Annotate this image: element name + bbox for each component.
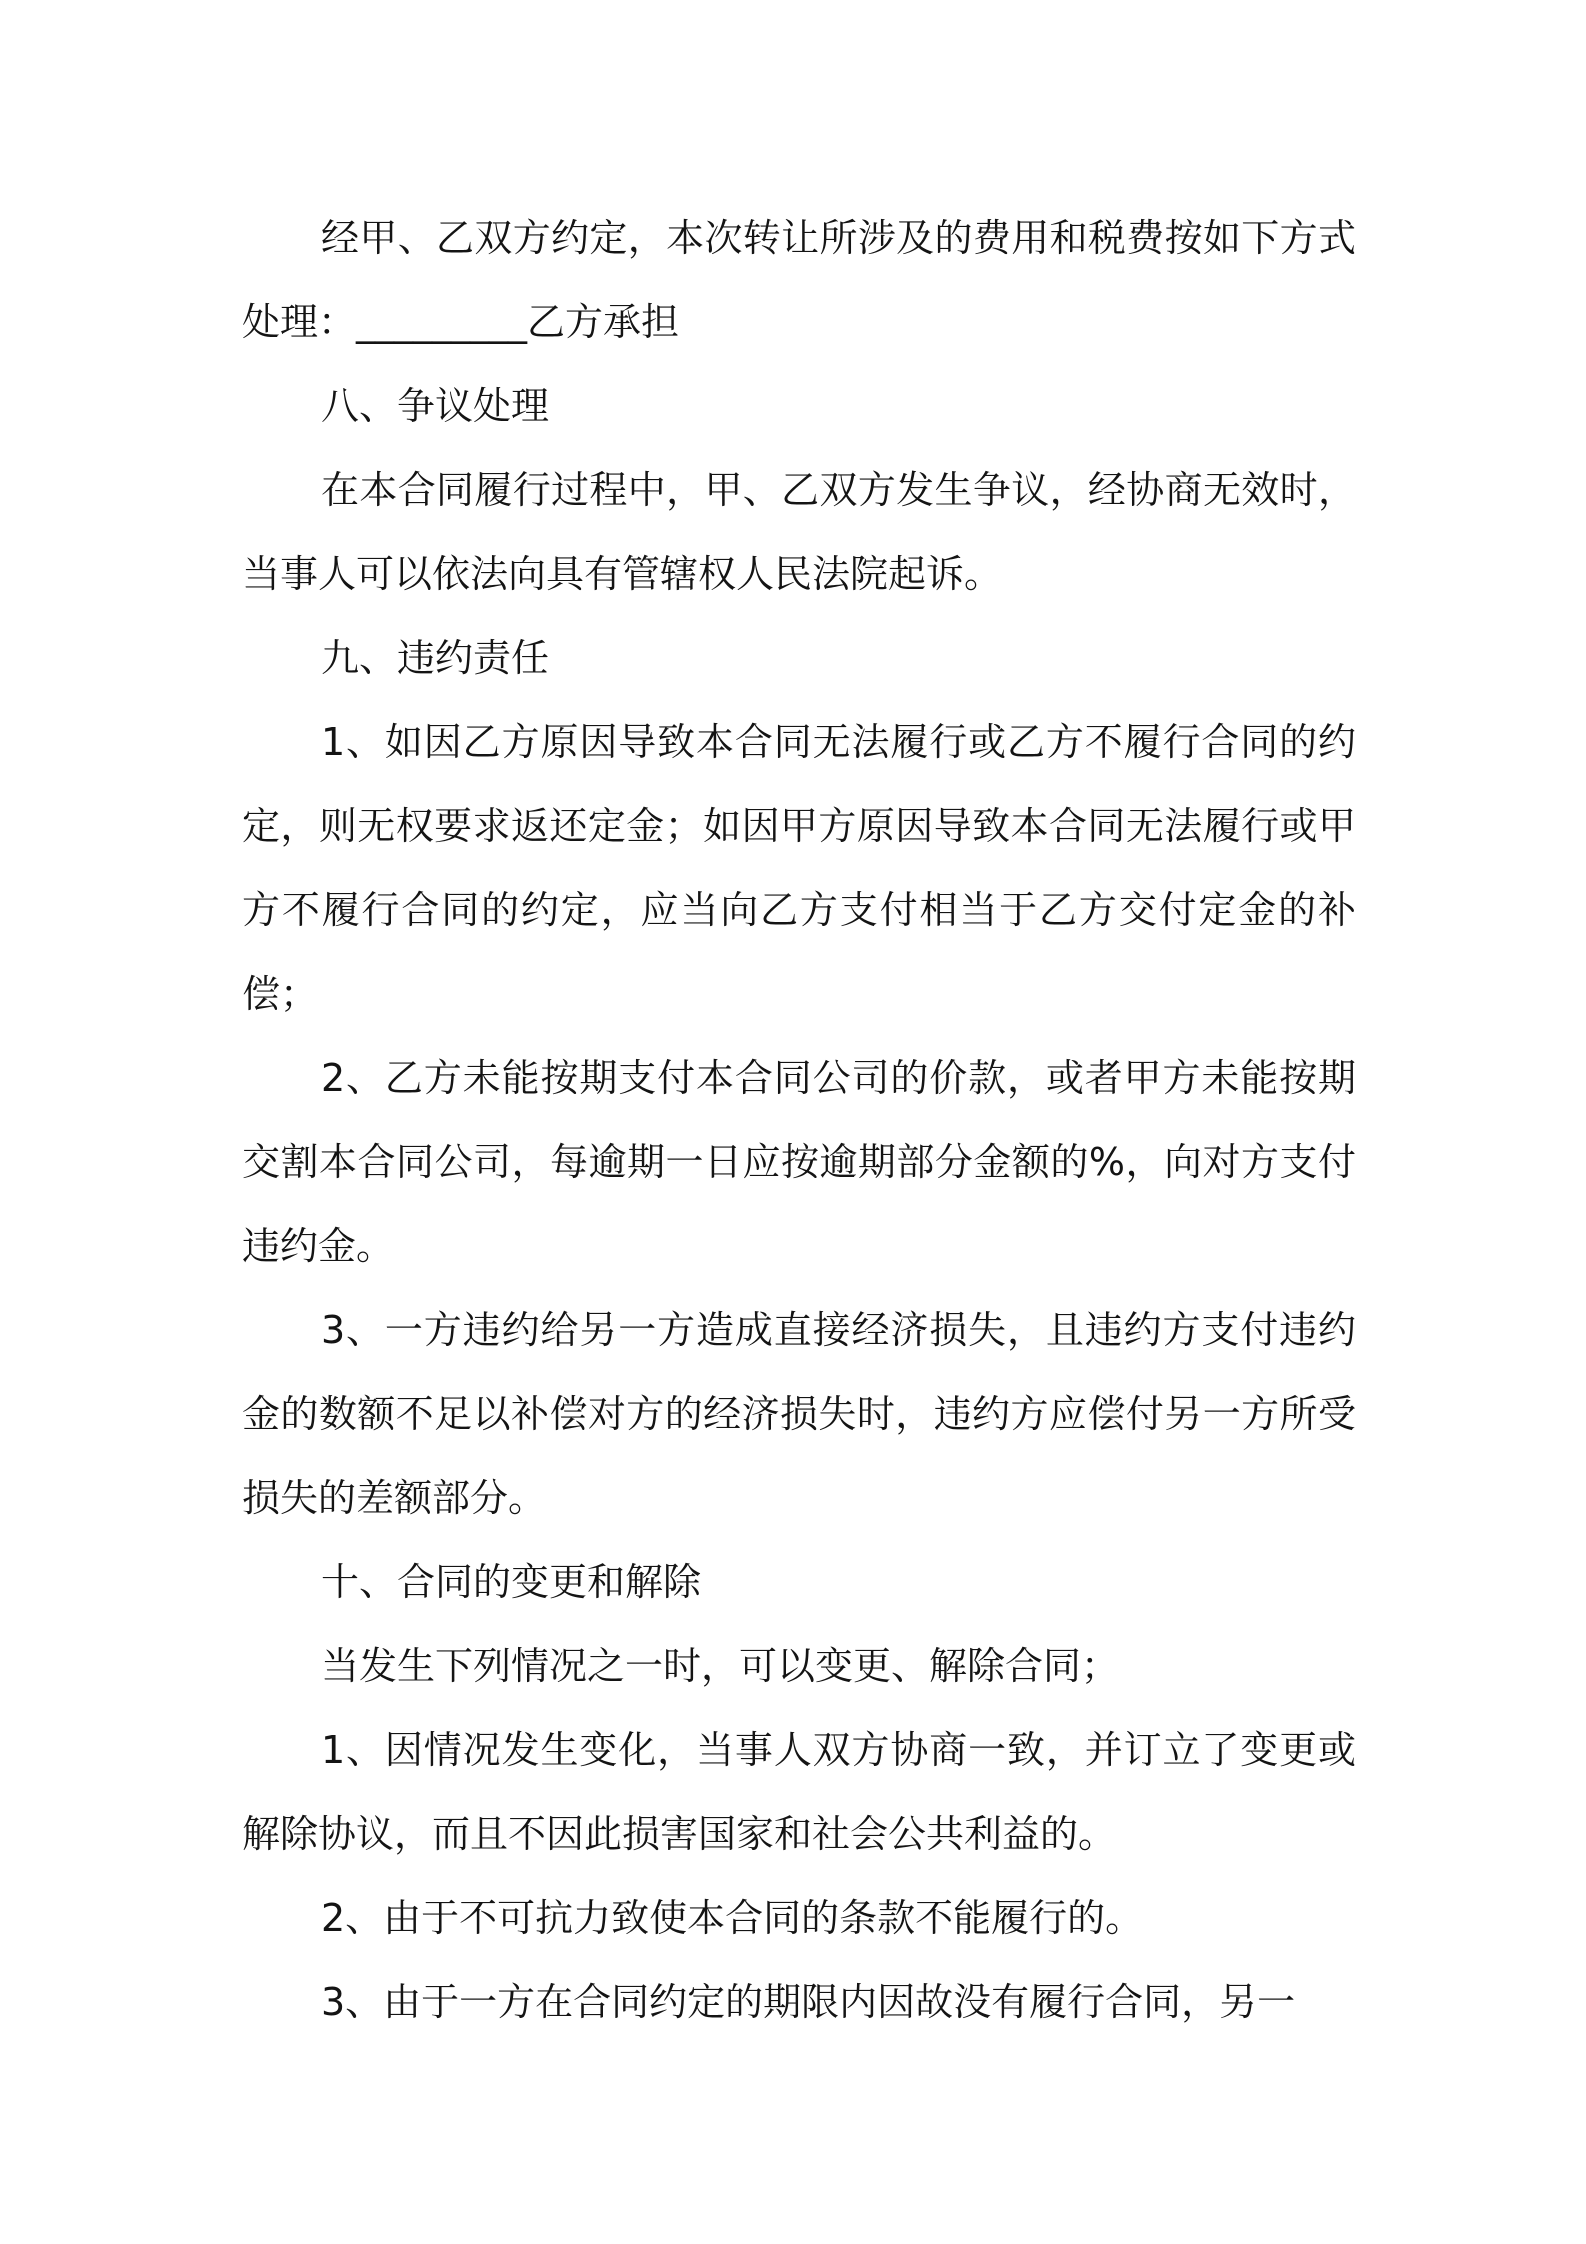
heading-dispute-resolution: 八、争议处理 [321, 384, 550, 428]
contract-body [242, 196, 1356, 2044]
paragraph-breach-2: 2、乙方未能按期支付本合同公司的价款，或者甲方未能按期交割本合同公司，每逾期一日应按逾期部分金额的%，向对方支付违约金。 [242, 1056, 1356, 1268]
paragraph-breach-1: 1、如因乙方原因导致本合同无法履行或乙方不履行合同的约定，则无权要求返还定金；如因甲方原因导致本合同无法履行或甲方不履行合同的约定，应当向乙方支付相当于乙方交付定金的补偿； [242, 720, 1356, 1016]
paragraph-amendment-3: 3、由于一方在合同约定的期限内因故没有履行合同，另一 [321, 1980, 1296, 2024]
paragraph-amendment-2: 2、由于不可抗力致使本合同的条款不能履行的。 [321, 1896, 1144, 1940]
paragraph-amendment-1: 1、因情况发生变化，当事人双方协商一致，并订立了变更或解除协议，而且不因此损害国家和社会公共利益的。 [242, 1728, 1356, 1856]
paragraph-amendment-intro: 当发生下列情况之一时，可以变更、解除合同； [321, 1644, 1120, 1688]
paragraph-breach-3: 3、一方违约给另一方造成直接经济损失，且违约方支付违约金的数额不足以补偿对方的经济损失时，违约方应偿付另一方所受损失的差额部分。 [242, 1308, 1356, 1520]
paragraph-dispute: 在本合同履行过程中，甲、乙双方发生争议，经协商无效时，当事人可以依法向具有管辖权人民法院起诉。 [242, 468, 1356, 596]
heading-amendment-termination: 十、合同的变更和解除 [321, 1560, 702, 1604]
paragraph-fees: 经甲、乙双方约定，本次转让所涉及的费用和税费按如下方式处理：_________乙方承担 [242, 216, 1356, 344]
heading-breach-liability: 九、违约责任 [321, 636, 550, 680]
